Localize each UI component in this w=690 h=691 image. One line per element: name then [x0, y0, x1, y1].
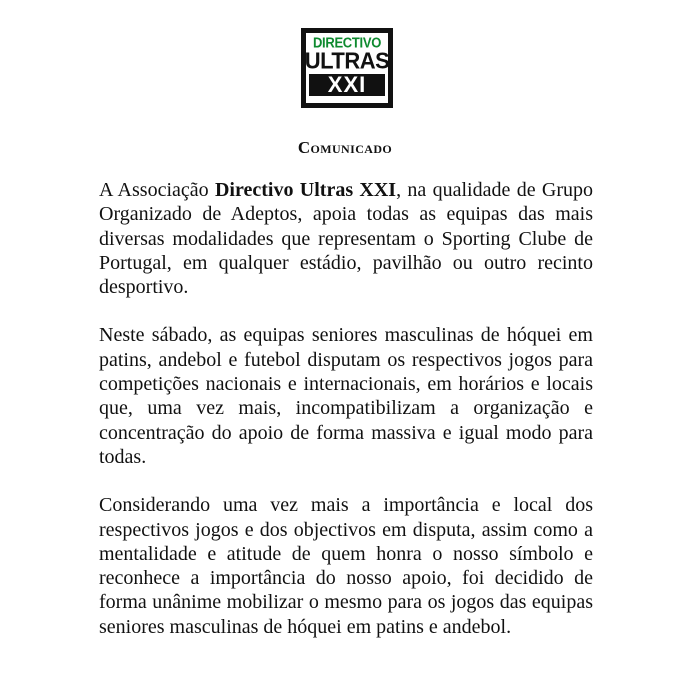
paragraph-3: Considerando uma vez mais a importância e local dos respectivos jogos e dos objectivos em disputa, assim como a mentalidade e atitude de quem honra o nosso símbolo e reconhece a importância do nosso apoio, foi decidido de forma unânime mobilizar o mesmo para os jogos das equipas seniores masculinas de hóquei em patins e andebol.	[99, 494, 593, 638]
paragraph-1	[99, 178, 593, 299]
logo-text-directivo: DIRECTIVO	[312, 34, 382, 51]
page-title: Comunicado	[297, 138, 393, 157]
logo-text-ultras: ULTRAS	[304, 47, 390, 74]
directivo-ultras-logo	[301, 28, 393, 108]
paragraph-1-intro: A Associação	[99, 179, 215, 201]
paragraph-2: Neste sábado, as equipas seniores masculinas de hóquei em patins, andebol e futebol disputam os respectivos jogos para competições nacionais e internacionais, em horários e locais que, uma vez mais, incompatibilizam a organização e concentração do apoio de forma massiva e igual modo para todas.	[99, 324, 593, 468]
paragraph-1-rest: , na qualidade de Grupo Organizado de Adeptos, apoia todas as equipas das mais diversas modalidades que representam o Sporting Clube de Portugal, em qualquer estádio, pavilhão ou outro recinto desportivo.	[99, 179, 593, 299]
logo-inner-panel	[306, 33, 388, 103]
statement-body	[99, 178, 593, 663]
logo-text-xxi: XXI	[309, 74, 385, 96]
association-name: Directivo Ultras XXI	[214, 179, 397, 201]
